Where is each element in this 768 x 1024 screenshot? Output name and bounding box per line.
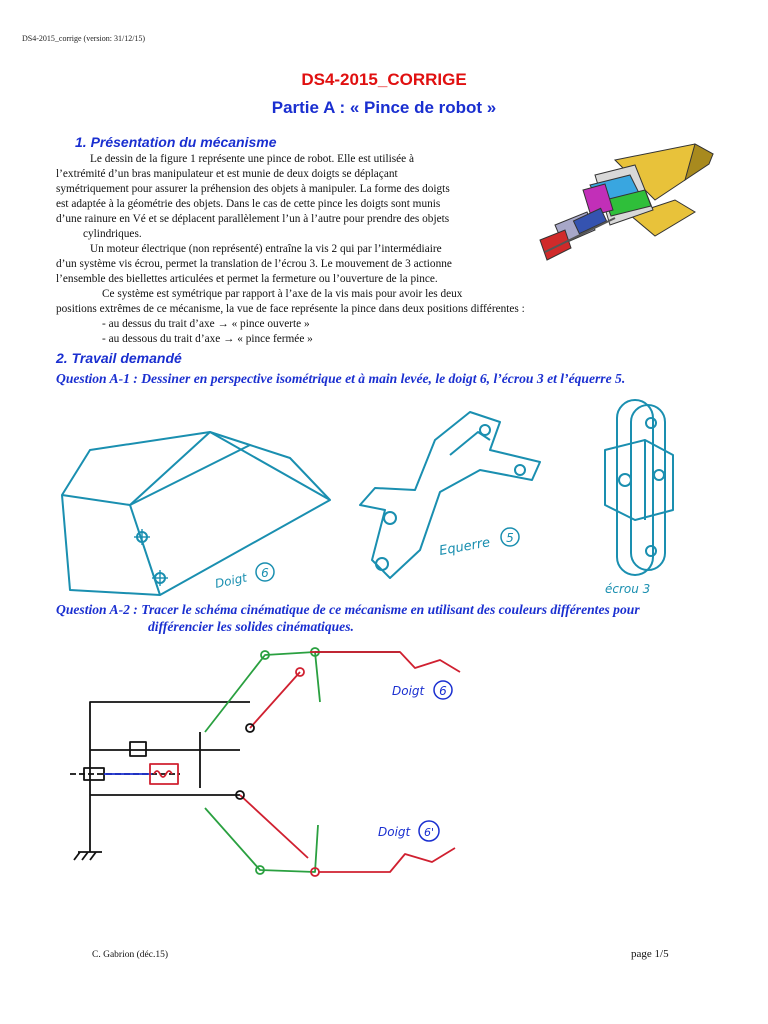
version-header: DS4-2015_corrige (version: 31/12/15): [22, 34, 146, 43]
gripper-render-figure: [535, 140, 725, 280]
text-line: symétriquement pour assurer la préhension des objets à manipuler. La forme des doigts: [56, 183, 450, 195]
bullet-open: - au dessus du trait d’axe → « pince ouverte »: [102, 318, 310, 330]
label-doigt: Doigt: [213, 570, 249, 591]
question-a2-line2: différencier les solides cinématiques.: [148, 619, 354, 634]
text-line: l’ensemble des biellettes articulées et permet la fermeture ou l’ouverture de la pince.: [56, 273, 438, 285]
schema-label-doigt-top: Doigt: [392, 684, 425, 698]
schema-label-doigt-bottom-num: 6': [423, 826, 435, 839]
text-line: cylindriques.: [83, 228, 142, 240]
text-line: d’un système vis écrou, permet la translation de l’écrou 3. Le mouvement de 3 actionne: [56, 258, 452, 270]
bullet-closed: - au dessous du trait d’axe → « pince fermée »: [102, 333, 313, 345]
text-line: est adaptée à la géométrie des objets. Dans le cas de cette pince les doigts sont munis: [56, 198, 441, 210]
text-line: l’extrémité d’un bras manipulateur et est munie de deux doigts se déplaçant: [56, 168, 398, 180]
section1-heading: 1. Présentation du mécanisme: [75, 134, 277, 150]
footer-page-number: page 1/5: [631, 948, 669, 960]
sketch-equerre-5: [360, 400, 560, 585]
text-line: d’une rainure en Vé et se déplacent parallèlement l’un à l’autre pour prendre des objets: [56, 213, 450, 225]
sketch-doigt-6: [60, 420, 345, 605]
text-line: Le dessin de la figure 1 représente une pince de robot. Elle est utilisée à: [90, 153, 415, 165]
question-a1: Question A-1 : Dessiner en perspective isométrique et à main levée, le doigt 6, l’écrou 3 et l’équerre 5.: [56, 371, 626, 386]
schema-label-doigt-bottom: Doigt: [378, 825, 411, 839]
page-title: DS4-2015_CORRIGE: [301, 70, 467, 89]
label-equerre: Equerre: [438, 535, 492, 559]
footer-author: C. Gabrion (déc.15): [92, 950, 168, 960]
question-a2-line1: Question A-2 : Tracer le schéma cinématique de ce mécanisme en utilisant des couleurs différentes pour: [56, 602, 640, 617]
section1-paragraph1: [56, 152, 525, 347]
sketch-ecrou-3: [595, 395, 685, 600]
label-doigt-num: 6: [261, 566, 269, 580]
schema-label-doigt-top-num: 6: [439, 684, 447, 698]
text-line: positions extrêmes de ce mécanisme, la vue de face représente la pince dans deux positions différentes :: [56, 303, 525, 315]
page-subtitle: Partie A : « Pince de robot »: [271, 98, 497, 117]
label-equerre-num: 5: [506, 531, 514, 545]
text-line: Un moteur électrique (non représenté) entraîne la vis 2 qui par l’intermédiaire: [90, 243, 442, 255]
kinematic-diagram: [60, 640, 480, 900]
label-ecrou: écrou 3: [605, 582, 651, 596]
section2-heading: 2. Travail demandé: [56, 350, 182, 366]
text-line: Ce système est symétrique par rapport à l’axe de la vis mais pour avoir les deux: [102, 288, 463, 300]
